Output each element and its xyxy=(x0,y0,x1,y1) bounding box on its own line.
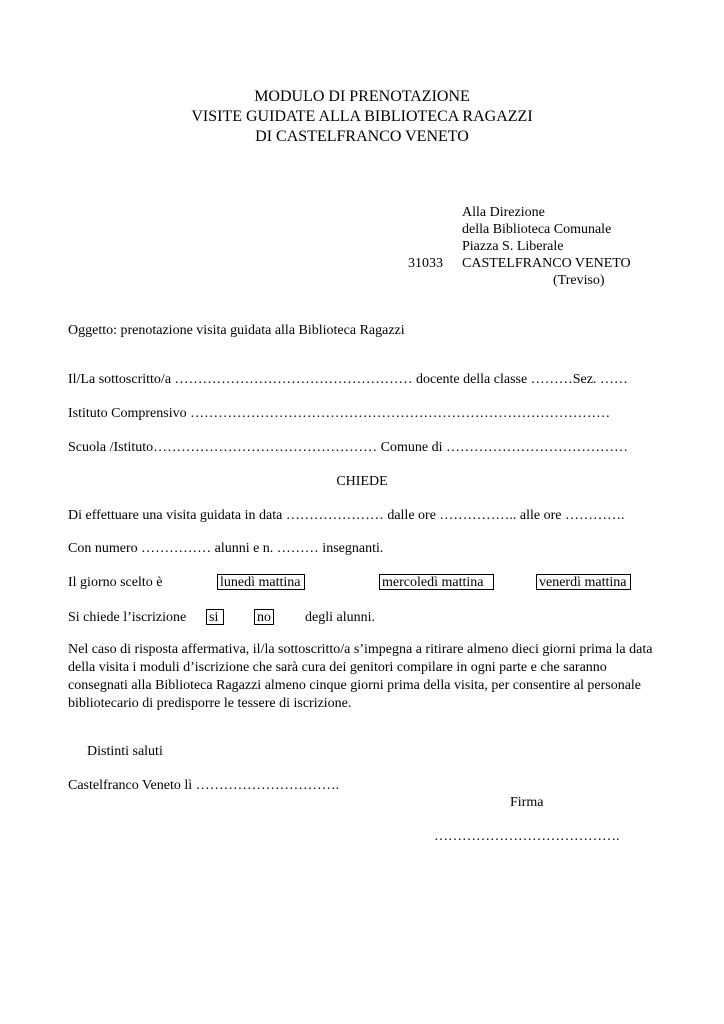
document-title-line-1: MODULO DI PRENOTAZIONE xyxy=(254,88,470,105)
recipient-line-3: Piazza S. Liberale xyxy=(462,239,564,254)
document-title-line-3: DI CASTELFRANCO VENETO xyxy=(255,128,469,145)
closing-greeting: Distinti saluti xyxy=(87,744,163,759)
enroll-option-no[interactable]: no xyxy=(254,609,274,625)
recipient-line-1: Alla Direzione xyxy=(462,205,545,220)
visit-date-field[interactable]: Di effettuare una visita guidata in data ………………… dalle ore …………….. alle ore …………. xyxy=(68,508,625,523)
day-option-monday[interactable]: lunedì mattina xyxy=(217,574,305,590)
subject-line: Oggetto: prenotazione visita guidata alla Biblioteca Ragazzi xyxy=(68,323,405,338)
enroll-label: Si chiede l’iscrizione xyxy=(68,610,187,625)
day-option-wednesday[interactable]: mercoledì mattina xyxy=(379,574,494,590)
recipient-line-2: della Biblioteca Comunale xyxy=(462,222,612,237)
undersigned-field[interactable]: Il/La sottoscritto/a …………………………………………… docente della classe ………Sez. …… xyxy=(68,372,628,387)
institute-field[interactable]: Istituto Comprensivo ……………………………………………………………………………… xyxy=(68,406,611,421)
numbers-field[interactable]: Con numero …………… alunni e n. ……… insegnanti. xyxy=(68,541,384,556)
document-title-line-2: VISITE GUIDATE ALLA BIBLIOTECA RAGAZZI xyxy=(191,108,533,125)
enroll-option-yes[interactable]: si xyxy=(206,609,224,625)
request-heading: CHIEDE xyxy=(336,474,388,489)
place-date-field[interactable]: Castelfranco Veneto lì …………………………. xyxy=(68,778,340,793)
signature-line[interactable]: …………………………………. xyxy=(434,829,620,844)
recipient-city: CASTELFRANCO VENETO xyxy=(462,256,631,271)
recipient-province: (Treviso) xyxy=(553,273,605,288)
recipient-postcode: 31033 xyxy=(408,256,443,271)
signature-label: Firma xyxy=(510,795,544,810)
school-field[interactable]: Scuola /Istituto………………………………………… Comune di ………………………………… xyxy=(68,440,628,455)
day-option-friday[interactable]: venerdì mattina xyxy=(536,574,631,590)
day-label: Il giorno scelto è xyxy=(68,575,163,590)
conditions-paragraph: Nel caso di risposta affermativa, il/la sottoscritto/a s’impegna a ritirare almeno dieci giorni prima la data della visita i moduli d’iscrizione che sarà cura dei genitori compilare in ogni parte e che saranno consegnati alla Biblioteca Ragazzi almeno cinque giorni prima della visita, per consentire al personale bibliotecario di predisporre le tessere di iscrizione. xyxy=(68,642,653,711)
enroll-suffix: degli alunni. xyxy=(305,610,375,625)
